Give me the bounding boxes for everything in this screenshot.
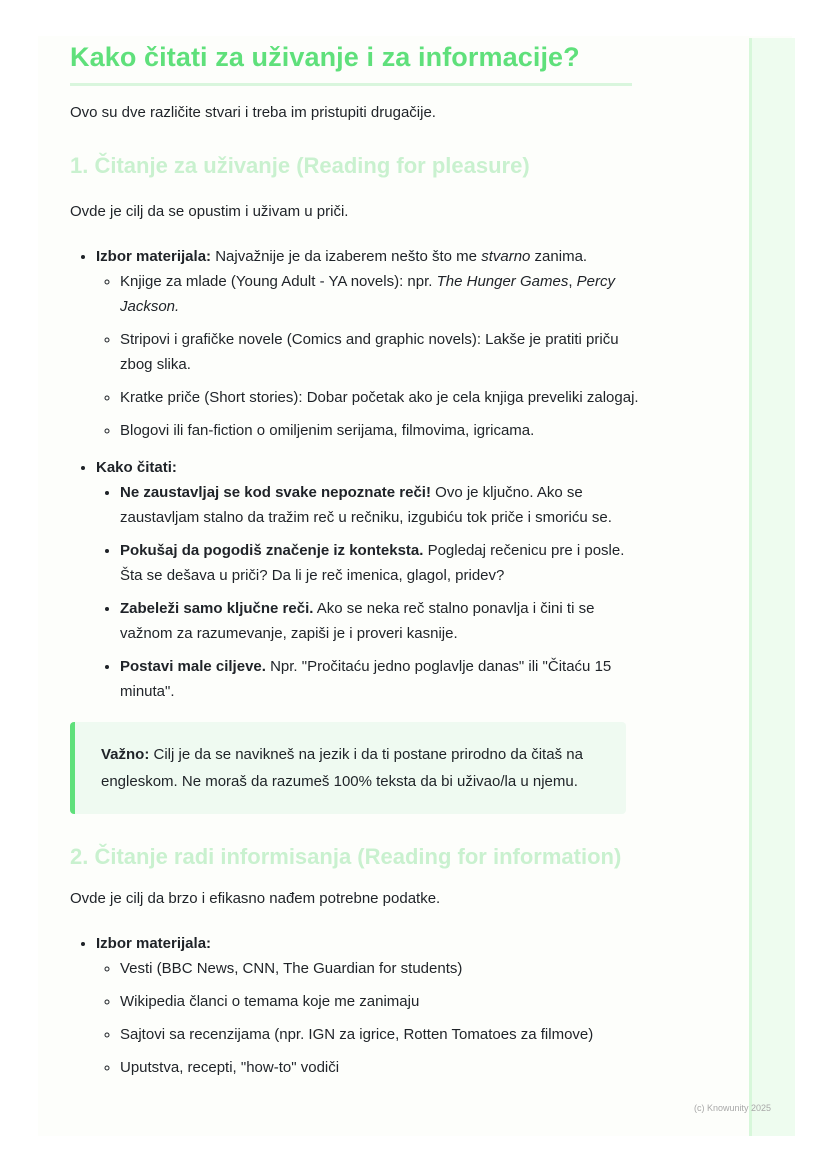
section2-heading: 2. Čitanje radi informisanja (Reading for information) (70, 844, 622, 869)
izbor2-sublist (96, 956, 640, 1080)
copyright-footer: (c) Knowunity 2025 (694, 1103, 772, 1113)
tip-bold: Zabeleži samo ključne reči. (120, 600, 314, 617)
intro-paragraph: Ovo su dve različite stvari i treba im pristupiti drugačije. (70, 104, 436, 121)
ya-sep: , (568, 273, 577, 290)
document-content (70, 38, 640, 1088)
list-item: ◦ Sajtovi sa recenzijama (npr. IGN za igrice, Rotten Tomatoes za filmove) (120, 1022, 640, 1047)
tip-text: Pogledaj rečenicu pre i posle. Šta se dešava u priči? Da li je reč imenica, glagol, pridev? (120, 542, 625, 584)
tip-bold: Postavi male ciljeve. (120, 658, 266, 675)
tip-text: Npr. "Pročitaću jedno poglavlje danas" ili "Čitaću 15 minuta". (120, 658, 612, 700)
izbor-sublist (96, 269, 640, 443)
izbor-text-a: Najvažnije je da izaberem nešto što me (211, 248, 482, 265)
tip-bold: Ne zaustavljaj se kod svake nepoznate reči! (120, 484, 431, 501)
tip-text: Ako se neka reč stalno ponavlja i čini ti se važnom za razumevanje, zapiši je i proveri kasnije. (120, 600, 595, 642)
section2-lead: Ovde je cilj da brzo i efikasno nađem potrebne podatke. (70, 890, 441, 907)
ya-title-1: The Hunger Games (436, 273, 569, 290)
list-item-blogs: ◦ Blogovi ili fan-fiction o omiljenim serijama, filmovima, igricama. (120, 418, 640, 443)
list-item-comics: ◦ Stripovi i grafičke novele (Comics and graphic novels): Lakše je pratiti priču zbog slika. (120, 327, 640, 377)
izbor-label: Izbor materijala: (96, 248, 212, 265)
side-strip (749, 38, 795, 1136)
list-item: ◦ Wikipedia članci o temama koje me zanimaju (120, 989, 640, 1014)
tip-item (120, 538, 640, 588)
izbor-text-em: stvarno (481, 248, 531, 265)
callout-text: Cilj je da se navikneš na jezik i da ti postane prirodno da čitaš na engleskom. Ne moraš da razumeš 100% teksta da bi uživao/la u njemu. (101, 746, 583, 790)
tip-item (120, 596, 640, 646)
kako-label: Kako čitati: (96, 459, 177, 476)
section2-list (70, 931, 640, 1080)
callout-label: Važno: (101, 746, 150, 763)
important-callout (70, 722, 626, 814)
ya-text: Knjige za mlade (Young Adult - YA novels): npr. (120, 273, 437, 290)
list-item-short: ◦ Kratke priče (Short stories): Dobar početak ako je cela knjiga preveliki zalogaj. (120, 385, 640, 410)
tip-item (120, 654, 640, 704)
page-title: Kako čitati za uživanje i za informacije? (70, 38, 632, 86)
tip-text: Ovo je ključno. Ako se zaustavljam stalno da tražim reč u rečniku, izgubiću tok priče i smoriću se. (120, 484, 612, 526)
izbor-text-b: zanima. (530, 248, 588, 265)
list-item-ya (120, 269, 640, 319)
tip-bold: Pokušaj da pogodiš značenje iz konteksta. (120, 542, 424, 559)
section1-heading: 1. Čitanje za uživanje (Reading for pleasure) (70, 153, 530, 178)
kako-sublist (96, 480, 640, 704)
tip-item (120, 480, 640, 530)
izbor2-label: Izbor materijala: (96, 935, 212, 952)
section1-lead: Ovde je cilj da se opustim i uživam u priči. (70, 203, 349, 220)
section1-list (70, 244, 640, 704)
ya-title-2: Percy Jackson (120, 273, 616, 315)
list-item-izbor-2 (96, 931, 640, 1080)
list-item: ◦ Vesti (BBC News, CNN, The Guardian for students) (120, 956, 640, 981)
list-item-kako (96, 455, 640, 704)
ya-end: . (175, 298, 180, 315)
list-item-izbor (96, 244, 640, 443)
list-item: ◦ Uputstva, recepti, "how-to" vodiči (120, 1055, 640, 1080)
